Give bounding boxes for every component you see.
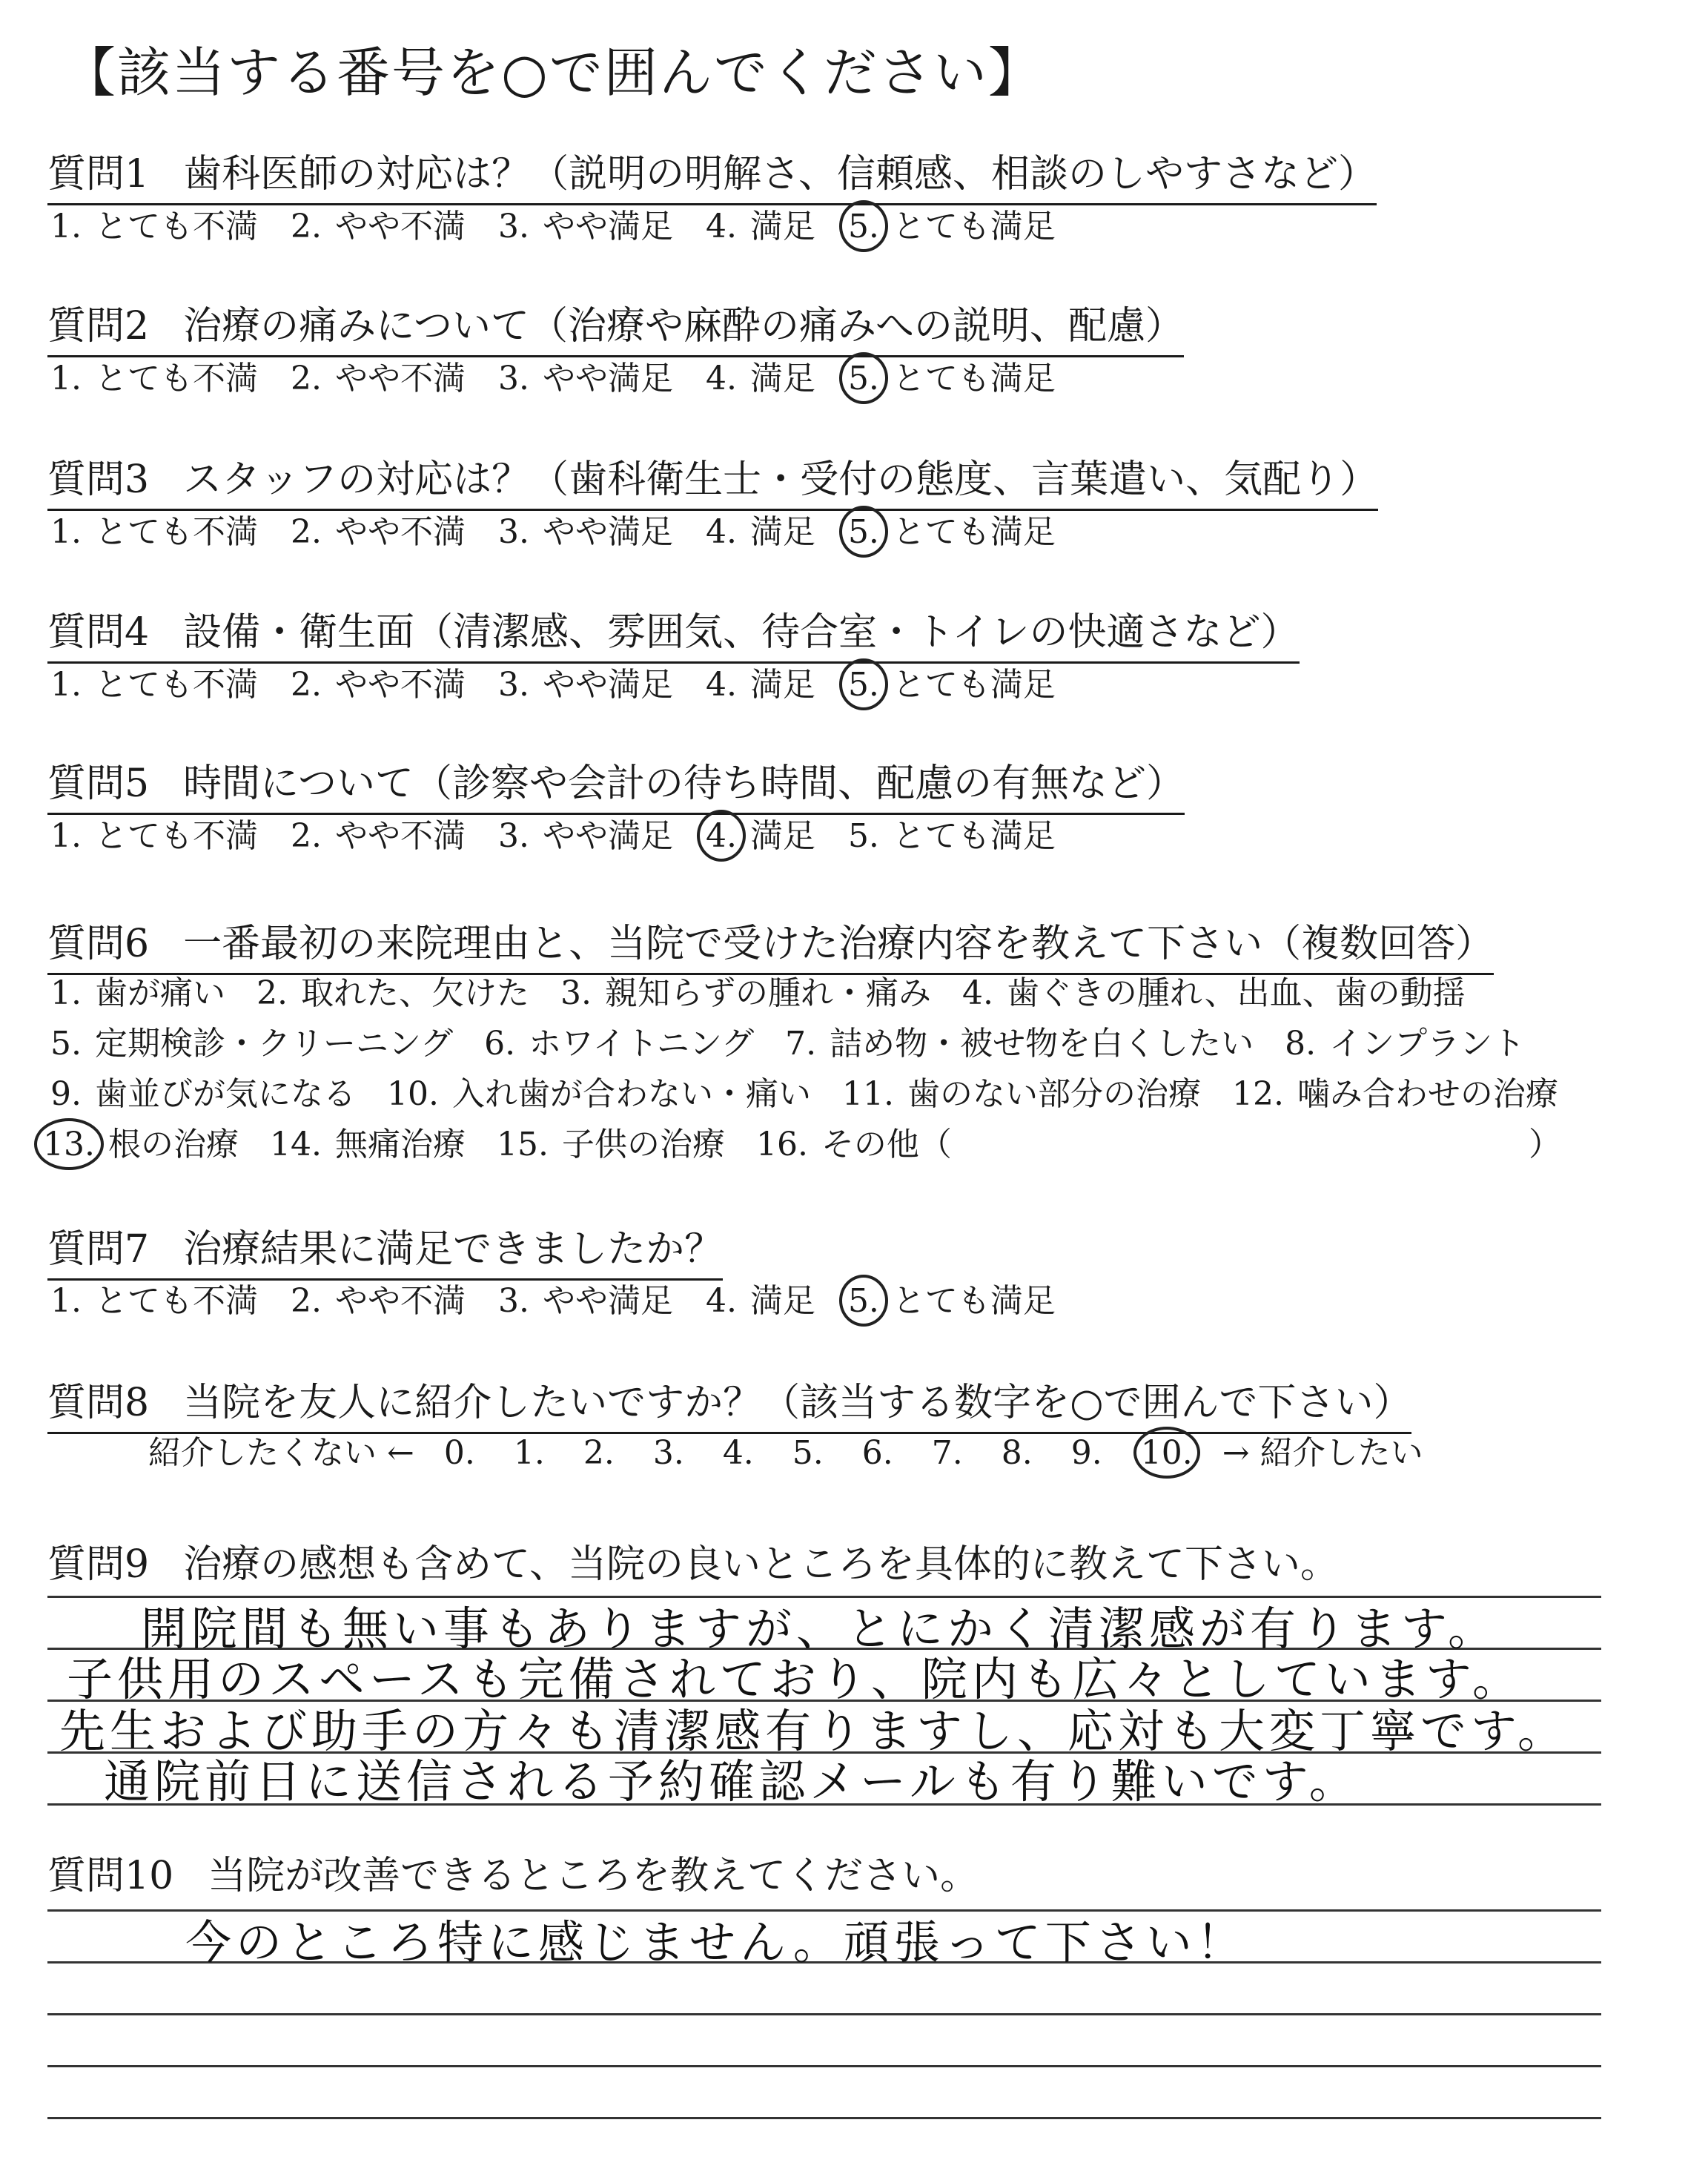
option-label: とても不満 bbox=[94, 666, 258, 704]
option-label: インプラント bbox=[1329, 1025, 1526, 1063]
option-number: 3. bbox=[497, 208, 529, 245]
option-label: 詰め物・被せ物を白くしたい bbox=[830, 1025, 1254, 1063]
scale-value[interactable]: 8. bbox=[1001, 1434, 1033, 1472]
option[interactable] bbox=[703, 357, 815, 401]
option-label: とても満足 bbox=[892, 208, 1056, 245]
option[interactable] bbox=[845, 814, 1056, 859]
question-number: 質問1 bbox=[47, 152, 150, 196]
option-number: 5. bbox=[845, 205, 882, 249]
right-arrow-icon: → bbox=[1222, 1434, 1250, 1472]
selected-option[interactable] bbox=[845, 357, 1056, 401]
option-number: 1. bbox=[50, 208, 82, 245]
scale-value[interactable]: 0. bbox=[443, 1434, 475, 1472]
option-label: とても満足 bbox=[892, 513, 1056, 551]
option[interactable] bbox=[753, 1123, 952, 1167]
option[interactable] bbox=[703, 1279, 815, 1324]
other-close-paren: ） bbox=[1528, 1126, 1561, 1163]
q2-options bbox=[47, 357, 1085, 401]
question-text: 設備・衛生面（清潔感、雰囲気、待合室・トイレの快適さなど） bbox=[183, 610, 1300, 655]
option-number: 4. bbox=[705, 666, 737, 704]
q6-option-row bbox=[47, 971, 1494, 1016]
q9-rule bbox=[47, 1596, 1601, 1598]
option[interactable] bbox=[288, 814, 466, 859]
instruction-header: 【該当する番号を○で囲んでください】 bbox=[62, 42, 1043, 104]
option[interactable] bbox=[557, 971, 931, 1016]
option-label: 歯が痛い bbox=[94, 974, 225, 1012]
selected-scale-value[interactable]: 10. bbox=[1138, 1431, 1196, 1476]
option-number: 2. bbox=[290, 1282, 322, 1320]
option-number: 4. bbox=[705, 360, 737, 397]
option-label: 満足 bbox=[749, 360, 815, 397]
q8-right-label: 紹介したい bbox=[1260, 1434, 1423, 1472]
option-number: 9. bbox=[50, 1075, 82, 1113]
option-number: 5. bbox=[845, 357, 882, 401]
option-label: 取れた、欠けた bbox=[300, 974, 529, 1012]
option-number: 15. bbox=[496, 1126, 549, 1163]
option[interactable] bbox=[47, 510, 258, 555]
option[interactable] bbox=[47, 1022, 453, 1066]
question-text: 時間について（診察や会計の待ち時間、配慮の有無など） bbox=[183, 762, 1185, 806]
option-number: 5. bbox=[50, 1025, 82, 1063]
q10-text: 当院が改善できるところを教えてください。 bbox=[208, 1854, 979, 1898]
option-number: 3. bbox=[497, 1282, 529, 1320]
option[interactable] bbox=[494, 1123, 725, 1167]
option-number: 11. bbox=[841, 1075, 894, 1113]
option-number: 1. bbox=[50, 666, 82, 704]
option-label: 入れ歯が合わない・痛い bbox=[451, 1075, 811, 1113]
q8-heading bbox=[47, 1377, 1411, 1434]
scale-value[interactable]: 6. bbox=[861, 1434, 893, 1472]
q7-number: 質問7 bbox=[47, 1227, 150, 1272]
option-number: 1. bbox=[50, 1282, 82, 1320]
option-label: やや不満 bbox=[334, 208, 466, 245]
option-number: 4. bbox=[961, 974, 993, 1012]
option[interactable] bbox=[47, 357, 258, 401]
q9-answer-line: 先生および助手の方々も清潔感有りますし、応対も大変丁寧です。 bbox=[59, 1704, 1569, 1758]
option-number: 1. bbox=[50, 360, 82, 397]
option[interactable] bbox=[495, 663, 673, 707]
option[interactable] bbox=[384, 1072, 811, 1117]
option-label: 歯並びが気になる bbox=[94, 1075, 356, 1113]
option-label: やや不満 bbox=[334, 513, 466, 551]
option-label: 根の治療 bbox=[107, 1126, 239, 1163]
option-label: とても不満 bbox=[94, 360, 258, 397]
q1-options bbox=[47, 205, 1085, 249]
option[interactable] bbox=[782, 1022, 1254, 1066]
q6-option-row bbox=[47, 1072, 1586, 1117]
option-label: やや満足 bbox=[542, 360, 673, 397]
option[interactable] bbox=[495, 205, 673, 249]
q10-rule bbox=[47, 2013, 1601, 2015]
question-text: 治療の痛みについて（治療や麻酔の痛みへの説明、配慮） bbox=[183, 304, 1185, 349]
option-label: とても満足 bbox=[892, 817, 1056, 855]
option[interactable] bbox=[288, 357, 466, 401]
option-number: 6. bbox=[484, 1025, 516, 1063]
option[interactable] bbox=[288, 663, 466, 707]
option-label: やや不満 bbox=[334, 1282, 466, 1320]
option[interactable] bbox=[1282, 1022, 1525, 1066]
option-number: 5. bbox=[845, 1279, 882, 1324]
option-label: 満足 bbox=[749, 1282, 815, 1320]
option[interactable] bbox=[254, 971, 529, 1016]
option-label: 子供の治療 bbox=[561, 1126, 725, 1163]
selected-option[interactable] bbox=[845, 205, 1056, 249]
option[interactable] bbox=[839, 1072, 1201, 1117]
option-number: 8. bbox=[1285, 1025, 1317, 1063]
option-number: 5. bbox=[845, 510, 882, 555]
option[interactable] bbox=[495, 814, 673, 859]
option-label: とても満足 bbox=[892, 360, 1056, 397]
option-label: とても不満 bbox=[94, 208, 258, 245]
option-label: 歯のない部分の治療 bbox=[907, 1075, 1201, 1113]
option-number: 3. bbox=[497, 513, 529, 551]
option[interactable] bbox=[495, 510, 673, 555]
q10-rule bbox=[47, 2117, 1601, 2119]
option[interactable] bbox=[495, 357, 673, 401]
q9-answer-line: 子供用のスペースも完備されており、院内も広々としています。 bbox=[67, 1652, 1523, 1706]
q6-number: 質問6 bbox=[47, 922, 150, 966]
option-label: 親知らずの腫れ・痛み bbox=[604, 974, 931, 1012]
q10-rule bbox=[47, 1909, 1601, 1912]
option[interactable] bbox=[959, 971, 1466, 1016]
option-number: 4. bbox=[703, 814, 740, 859]
option[interactable] bbox=[703, 510, 815, 555]
option[interactable] bbox=[495, 1279, 673, 1324]
option[interactable] bbox=[288, 510, 466, 555]
option-number: 2. bbox=[290, 666, 322, 704]
q8-scale-values bbox=[425, 1434, 1212, 1472]
option-number: 1. bbox=[50, 974, 82, 1012]
option-label: とても不満 bbox=[94, 817, 258, 855]
q8-text: 当院を友人に紹介したいですか？（該当する数字を○で囲んで下さい） bbox=[183, 1381, 1412, 1425]
option-label: 満足 bbox=[749, 817, 815, 855]
question-number: 質問2 bbox=[47, 304, 150, 349]
scale-value[interactable]: 1. bbox=[513, 1434, 545, 1472]
question-text: 歯科医師の対応は？（説明の明解さ、信頼感、相談のしやすさなど） bbox=[183, 152, 1377, 196]
q6-option-row bbox=[47, 1022, 1553, 1066]
selected-option[interactable] bbox=[40, 1123, 239, 1167]
option-number: 16. bbox=[755, 1126, 808, 1163]
left-arrow-icon: ← bbox=[387, 1434, 414, 1472]
q4-heading bbox=[47, 607, 1300, 664]
option-number: 4. bbox=[705, 208, 737, 245]
selected-option[interactable] bbox=[845, 663, 1056, 707]
option-number: 5. bbox=[847, 817, 879, 855]
q9-heading bbox=[47, 1539, 1339, 1591]
option[interactable] bbox=[1229, 1072, 1558, 1117]
option-number: 3. bbox=[497, 360, 529, 397]
option-label: とても満足 bbox=[892, 1282, 1056, 1320]
option-label: ホワイトニング bbox=[529, 1025, 755, 1063]
option[interactable] bbox=[703, 205, 815, 249]
option-number: 1. bbox=[50, 817, 82, 855]
option-number: 2. bbox=[256, 974, 288, 1012]
q9-answer-line: 通院前日に送信される予約確認メールも有り難いです。 bbox=[104, 1754, 1360, 1809]
option[interactable] bbox=[481, 1022, 754, 1066]
q10-number: 質問10 bbox=[47, 1854, 174, 1898]
selected-option[interactable] bbox=[845, 510, 1056, 555]
option-label: やや満足 bbox=[542, 666, 673, 704]
q8-left-label: 紹介したくない bbox=[148, 1434, 377, 1472]
q3-options bbox=[47, 510, 1085, 555]
q9-text: 治療の感想も含めて、当院の良いところを具体的に教えて下さい。 bbox=[183, 1542, 1340, 1587]
option[interactable] bbox=[288, 205, 466, 249]
question-number: 質問4 bbox=[47, 610, 150, 655]
option-label: 満足 bbox=[749, 666, 815, 704]
scale-value[interactable]: 2. bbox=[583, 1434, 615, 1472]
option-label: とても不満 bbox=[94, 1282, 258, 1320]
scale-value[interactable]: 5. bbox=[792, 1434, 824, 1472]
option-label: 無痛治療 bbox=[334, 1126, 466, 1163]
scale-value[interactable]: 7. bbox=[931, 1434, 963, 1472]
option-label: やや満足 bbox=[542, 1282, 673, 1320]
scale-value[interactable]: 9. bbox=[1070, 1434, 1102, 1472]
q10-heading bbox=[47, 1850, 979, 1902]
q7-text: 治療結果に満足できましたか？ bbox=[183, 1227, 724, 1272]
q3-heading bbox=[47, 454, 1378, 511]
option[interactable] bbox=[47, 971, 225, 1016]
q5-heading bbox=[47, 758, 1185, 815]
selected-option[interactable] bbox=[703, 814, 815, 859]
option[interactable] bbox=[47, 1279, 258, 1324]
option-label: やや不満 bbox=[334, 666, 466, 704]
scale-value[interactable]: 4. bbox=[722, 1434, 754, 1472]
q6-option-row bbox=[40, 1123, 1561, 1167]
option-label: とても不満 bbox=[94, 513, 258, 551]
option-label: 満足 bbox=[749, 208, 815, 245]
q7-options bbox=[47, 1279, 1085, 1324]
question-number: 質問5 bbox=[47, 762, 150, 806]
option-number: 2. bbox=[290, 513, 322, 551]
q10-answer-line: 今のところ特に感じません。頑張って下さい！ bbox=[185, 1915, 1247, 1969]
q7-heading bbox=[47, 1223, 723, 1281]
question-text: スタッフの対応は？（歯科衛生士・受付の態度、言葉遣い、気配り） bbox=[183, 458, 1379, 502]
option-label: 歯ぐきの腫れ、出血、歯の動揺 bbox=[1006, 974, 1466, 1012]
q10-rule bbox=[47, 2065, 1601, 2067]
option-label: やや不満 bbox=[334, 360, 466, 397]
q1-heading bbox=[47, 148, 1377, 205]
option-label: やや満足 bbox=[542, 208, 673, 245]
option-number: 3. bbox=[560, 974, 592, 1012]
option-number: 2. bbox=[290, 817, 322, 855]
option-number: 10. bbox=[386, 1075, 439, 1113]
selected-option[interactable] bbox=[845, 1279, 1056, 1324]
option-label: その他（ bbox=[821, 1126, 952, 1163]
option-number: 14. bbox=[269, 1126, 322, 1163]
option[interactable] bbox=[288, 1279, 466, 1324]
q9-answer-line: 開院間も無い事もありますが、とにかく清潔感が有ります。 bbox=[141, 1602, 1499, 1656]
q5-options bbox=[47, 814, 1085, 859]
option-number: 7. bbox=[785, 1025, 817, 1063]
q6-text: 一番最初の来院理由と、当院で受けた治療内容を教えて下さい（複数回答） bbox=[183, 922, 1494, 966]
option-number: 4. bbox=[705, 513, 737, 551]
q8-scale bbox=[148, 1431, 1423, 1476]
q4-options bbox=[47, 663, 1085, 707]
option[interactable] bbox=[703, 663, 815, 707]
option-number: 3. bbox=[497, 817, 529, 855]
q9-number: 質問9 bbox=[47, 1542, 150, 1587]
scale-value[interactable]: 3. bbox=[652, 1434, 684, 1472]
q8-number: 質問8 bbox=[47, 1381, 150, 1425]
option[interactable] bbox=[47, 814, 258, 859]
option-number: 1. bbox=[50, 513, 82, 551]
option[interactable] bbox=[267, 1123, 466, 1167]
option-label: やや満足 bbox=[542, 513, 673, 551]
option-number: 3. bbox=[497, 666, 529, 704]
option[interactable] bbox=[47, 205, 258, 249]
option-label: 満足 bbox=[749, 513, 815, 551]
q6-heading bbox=[47, 918, 1494, 975]
option-number: 4. bbox=[705, 1282, 737, 1320]
option-label: 噛み合わせの治療 bbox=[1297, 1075, 1558, 1113]
q2-heading bbox=[47, 300, 1184, 357]
option-number: 5. bbox=[845, 663, 882, 707]
option-number: 13. bbox=[40, 1123, 98, 1167]
question-number: 質問3 bbox=[47, 458, 150, 502]
option-label: 定期検診・クリーニング bbox=[94, 1025, 454, 1063]
option-number: 12. bbox=[1231, 1075, 1284, 1113]
option[interactable] bbox=[47, 1072, 356, 1117]
option-label: やや満足 bbox=[542, 817, 673, 855]
option-number: 2. bbox=[290, 360, 322, 397]
option-label: とても満足 bbox=[892, 666, 1056, 704]
option[interactable] bbox=[47, 663, 258, 707]
option-label: やや不満 bbox=[334, 817, 466, 855]
option-number: 2. bbox=[290, 208, 322, 245]
